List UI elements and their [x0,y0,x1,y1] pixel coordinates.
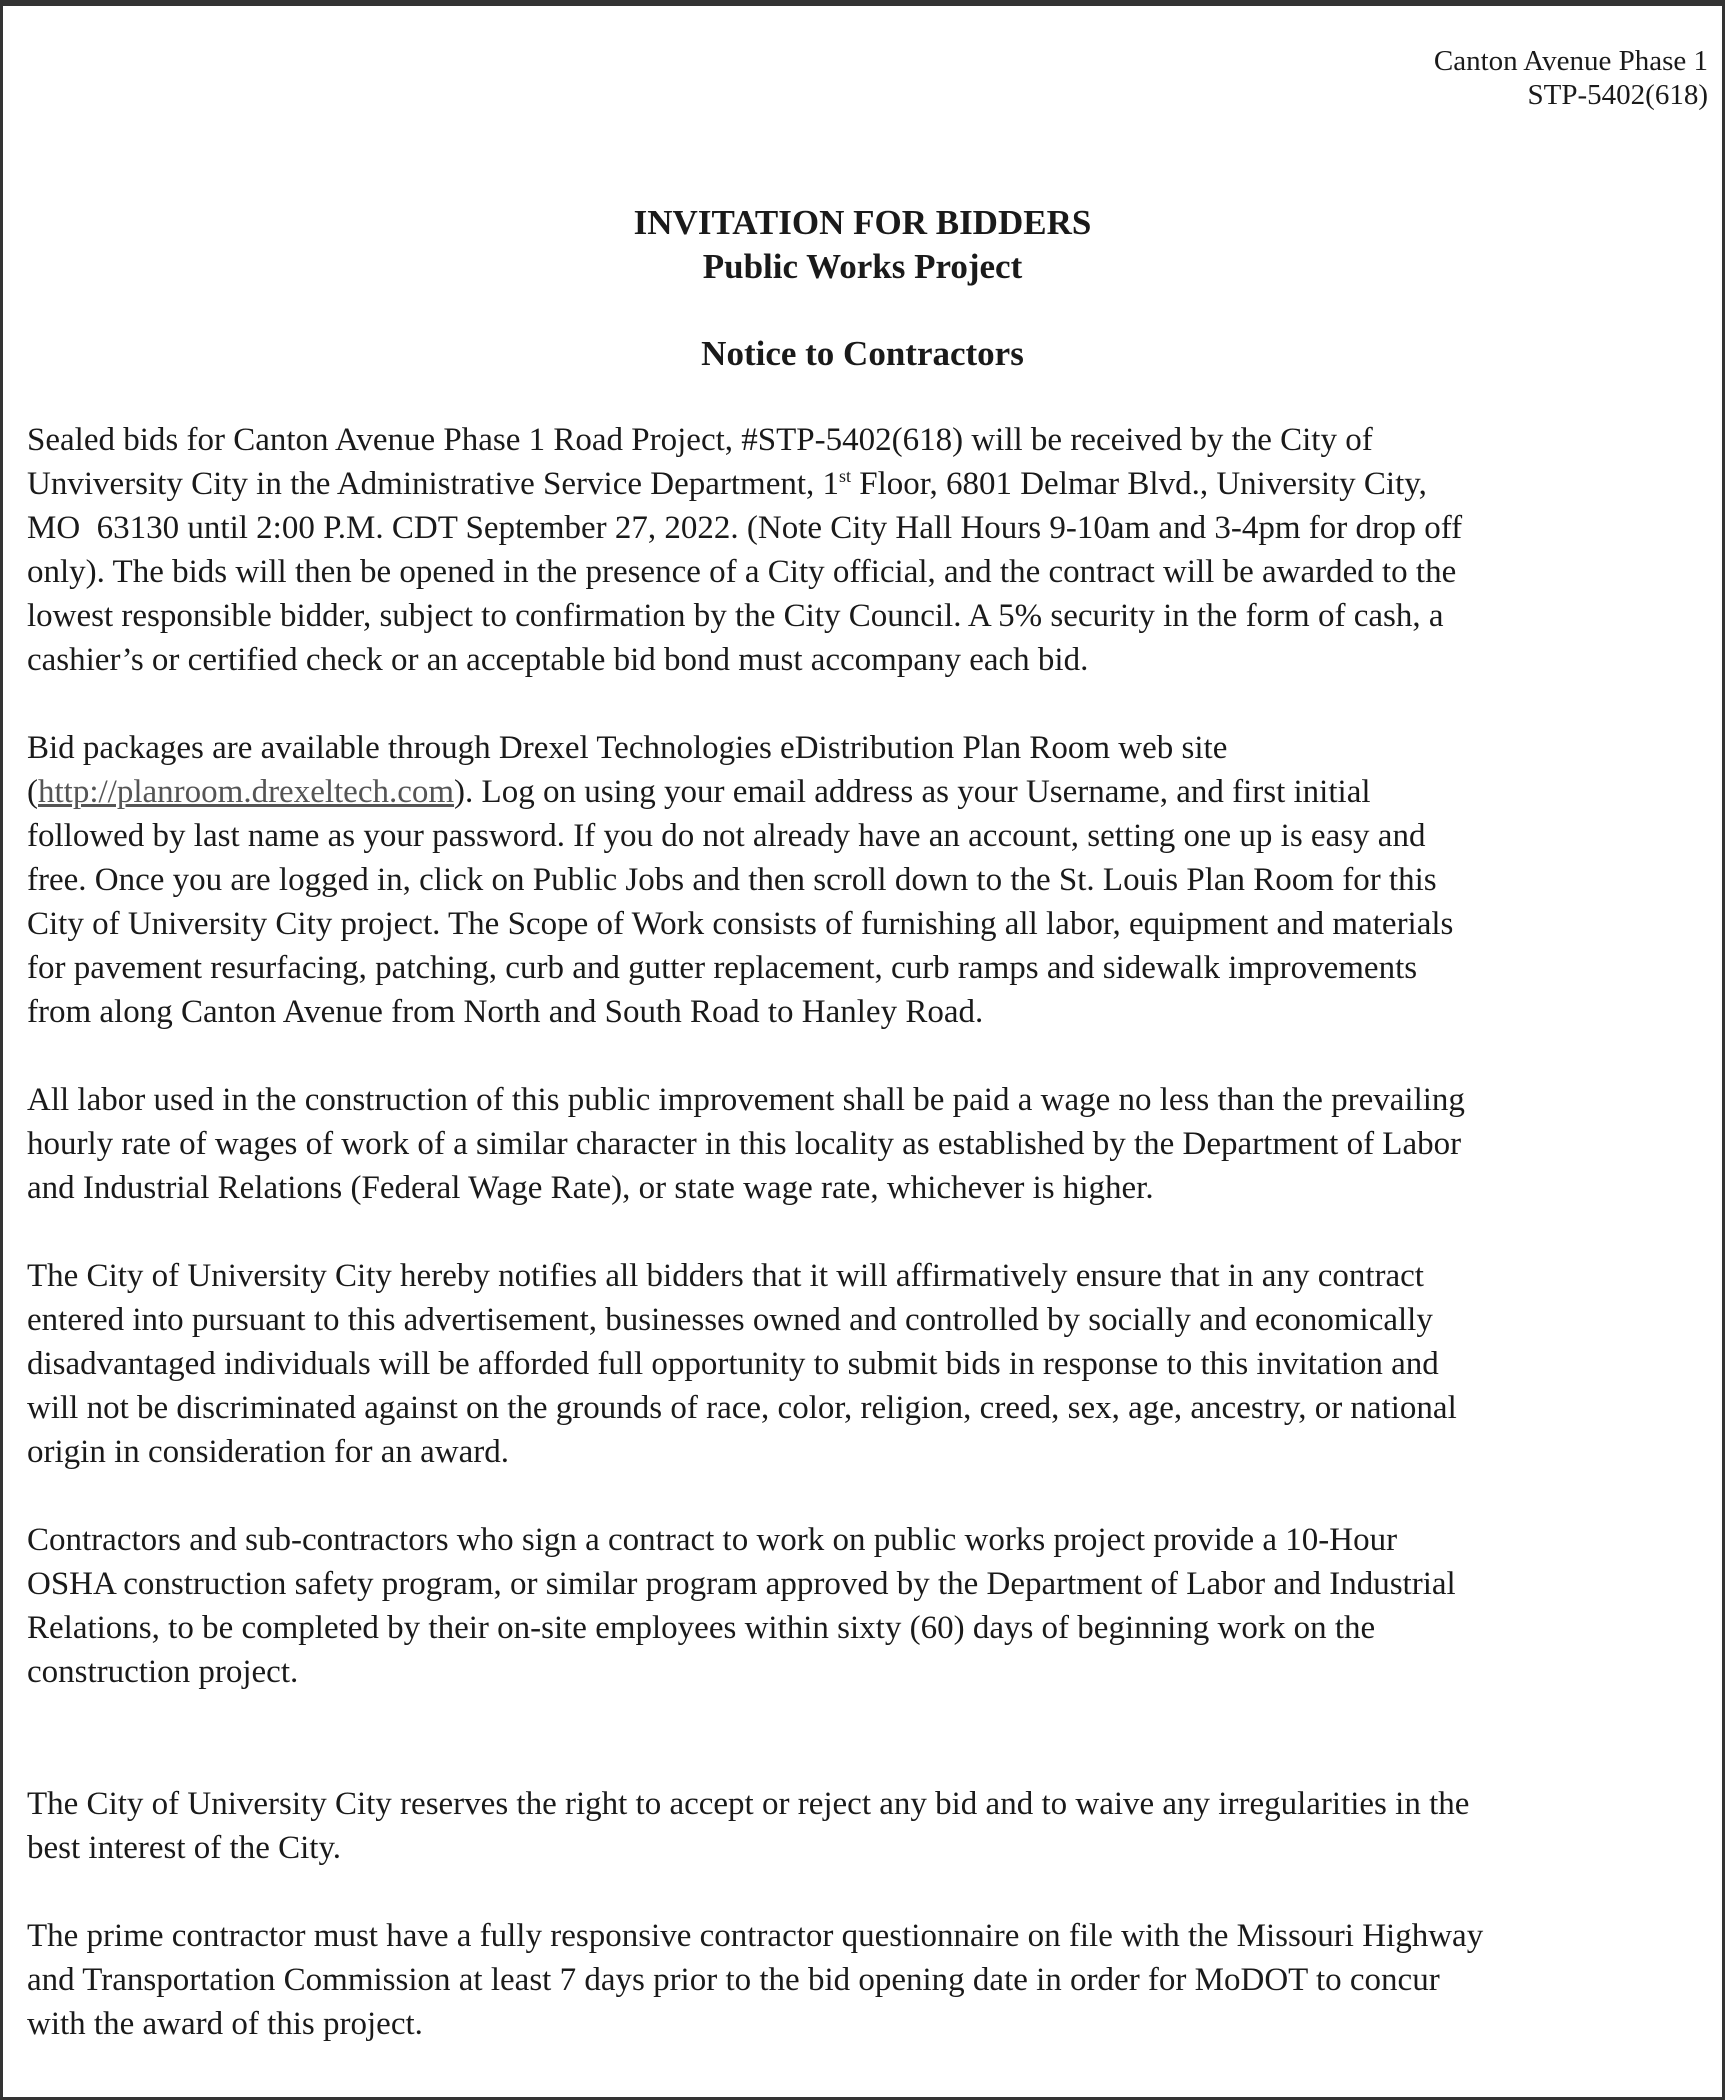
text-line: Bid packages are available through Drexel Technologies eDistribution Plan Room web site [27,730,1228,766]
text-line [27,770,1712,814]
notice-heading: Notice to Contractors [701,334,1024,373]
text-line: The City of University City reserves the right to accept or reject any bid and to waive any irregularities in the [27,1786,1470,1822]
text-line: best interest of the City. [27,1830,342,1866]
paragraph-nondiscrimination [27,1254,1712,1474]
project-name: Canton Avenue Phase 1 [1433,45,1708,77]
text-line: Relations, to be completed by their on-site employees within sixty (60) days of beginning work on the [27,1610,1376,1646]
planroom-link[interactable]: http://planroom.drexeltech.com [38,774,455,810]
text-line: with the award of this project. [27,2006,423,2042]
text-line: free. Once you are logged in, click on Public Jobs and then scroll down to the St. Louis Plan Room for this [27,862,1437,898]
title-block [3,201,1722,376]
text-line: disadvantaged individuals will be afforded full opportunity to submit bids in response to this invitation and [27,1346,1439,1382]
text-line: entered into pursuant to this advertisement, businesses owned and controlled by socially and economically [27,1302,1433,1338]
paragraph-bid-packages [27,726,1712,1034]
text-fragment: ( [27,774,38,810]
text-line: lowest responsible bidder, subject to confirmation by the City Council. A 5% security in the form of cash, a [27,598,1444,634]
text-line: cashier’s or certified check or an acceptable bid bond must accompany each bid. [27,642,1089,678]
text-fragment: Floor, 6801 Delmar Blvd., University City, [851,466,1427,502]
text-line: and Transportation Commission at least 7 days prior to the bid opening date in order for MoDOT to concur [27,1962,1440,1998]
ordinal-suffix: st [839,466,852,486]
paragraph-prime-contractor [27,1914,1712,2046]
subtitle: Public Works Project [702,247,1023,286]
document-body [27,418,1712,2090]
text-line: All labor used in the construction of this public improvement shall be paid a wage no less than the prevailing [27,1082,1465,1118]
text-line: Sealed bids for Canton Avenue Phase 1 Road Project, #STP-5402(618) will be received by the City of [27,422,1373,458]
text-line: City of University City project. The Scope of Work consists of furnishing all labor, equipment and materials [27,906,1454,942]
text-line: for pavement resurfacing, patching, curb and gutter replacement, curb ramps and sidewalk improvements [27,950,1418,986]
paragraph-reserves-right [27,1782,1712,1870]
paragraph-osha [27,1518,1712,1694]
text-line: hourly rate of wages of work of a similar character in this locality as established by the Department of Labor [27,1126,1462,1162]
text-fragment: ). Log on using your email address as your Username, and first initial [454,774,1371,810]
main-title: INVITATION FOR BIDDERS [633,203,1092,242]
text-line: construction project. [27,1654,299,1690]
text-line: MO 63130 until 2:00 P.M. CDT September 27, 2022. (Note City Hall Hours 9-10am and 3-4pm for drop off [27,510,1463,546]
text-fragment: Unviversity City in the Administrative Service Department, 1 [27,466,840,502]
text-line: The City of University City hereby notifies all bidders that it will affirmatively ensure that in any contract [27,1258,1424,1294]
text-line: only). The bids will then be opened in the presence of a City official, and the contract will be awarded to the [27,554,1457,590]
text-line: origin in consideration for an award. [27,1434,510,1470]
text-line: and Industrial Relations (Federal Wage Rate), or state wage rate, whichever is higher. [27,1170,1154,1206]
text-line [27,462,1712,506]
text-line: The prime contractor must have a fully responsive contractor questionnaire on file with the Missouri Highway [27,1918,1484,1954]
text-line: Contractors and sub-contractors who sign a contract to work on public works project provide a 10-Hour [27,1522,1398,1558]
paragraph-wages [27,1078,1712,1210]
text-line: followed by last name as your password. If you do not already have an account, setting one up is easy and [27,818,1426,854]
text-line: OSHA construction safety program, or similar program approved by the Department of Labor and Industrial [27,1566,1456,1602]
paragraph-sealed-bids [27,418,1712,682]
project-number: STP-5402(618) [1527,79,1708,111]
project-reference [1434,44,1708,112]
text-line: from along Canton Avenue from North and South Road to Hanley Road. [27,994,984,1030]
text-line: will not be discriminated against on the grounds of race, color, religion, creed, sex, age, ancestry, or national [27,1390,1457,1426]
